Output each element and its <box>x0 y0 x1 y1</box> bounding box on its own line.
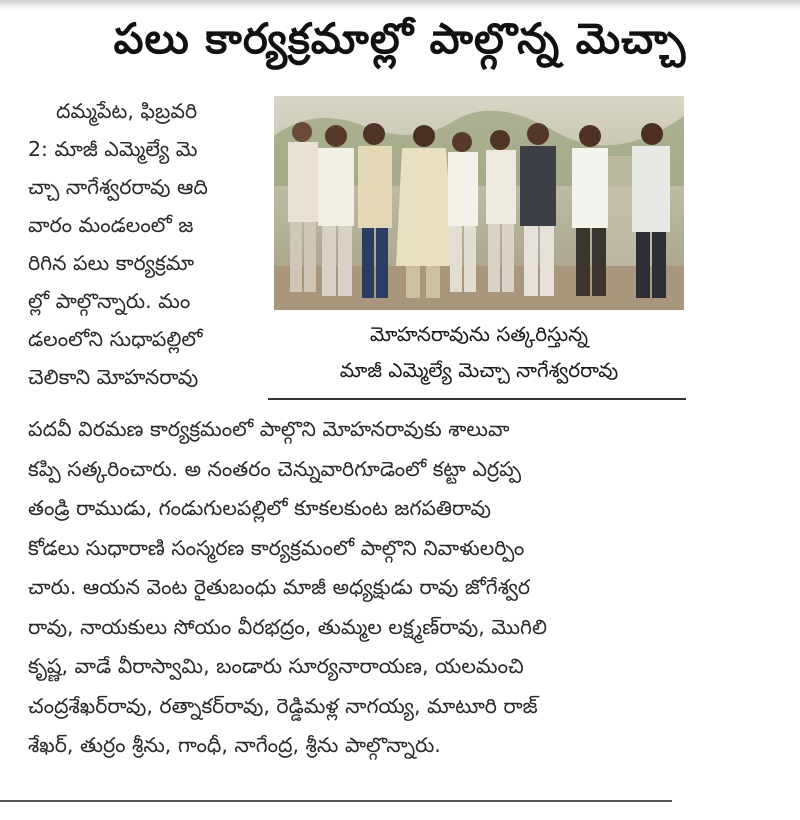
text-line: వారం మండలంలో జ <box>28 213 194 237</box>
clipped-previous-article-edge <box>0 0 800 10</box>
text-line: కప్పి సత్కరించారు. అ నంతరం చెన్నువారిగూడెంలో కట్టా ఎర్రప్ప <box>28 456 522 481</box>
text-line: తండ్రి రాముడు, గండుగులపల్లిలో కూకలకుంట జగపతిరావు <box>28 496 491 520</box>
caption-line: మోహనరావును సత్కరిస్తున్న <box>369 322 589 346</box>
photo-caption <box>274 316 684 388</box>
article-body <box>28 410 718 766</box>
text-line: ల్లో పాల్గొన్నారు. మం <box>28 289 191 313</box>
news-photo <box>274 96 684 310</box>
text-line: రావు, నాయకులు సోయం వీరభద్రం, తుమ్మల లక్ష్మణ్‌రావు, మొగిలి <box>28 614 548 639</box>
text-line: చ్చా నాగేశ్వరరావు ఆది <box>28 175 208 199</box>
text-line: దమ్మపేట, ఫిబ్రవరి <box>56 99 198 123</box>
news-photo-illustration <box>274 96 684 310</box>
text-line: రిగిన పలు కార్యక్రమా <box>28 251 195 275</box>
left-column-text <box>28 92 264 396</box>
text-line: 2: మాజీ ఎమ్మెల్యే మె <box>28 137 198 161</box>
article-headline: పలు కార్యక్రమాల్లో పాల్గొన్న మెచ్చా <box>113 14 687 63</box>
text-line: కోడలు సుధారాణి సంస్మరణ కార్యక్రమంలో పాల్గొని నివాళులర్పిం <box>28 535 525 560</box>
text-line: డలంలోని సుధాపల్లిలో <box>28 327 203 351</box>
article-bottom-divider <box>0 800 672 802</box>
text-line: చెలికాని మోహనరావు <box>28 365 199 389</box>
caption-line: మాజీ ఎమ్మెల్యే మెచ్చా నాగేశ్వరరావు <box>339 358 619 382</box>
text-line: చారు. ఆయన వెంట రైతుబంధు మాజీ అధ్యక్షుడు రావు జోగేశ్వర <box>28 575 531 599</box>
text-line: శేఖర్, తుర్రం శ్రీను, గాంధీ, నాగేంద్ర, శ్రీను పాల్గొన్నారు. <box>28 733 441 757</box>
caption-divider <box>268 398 686 400</box>
text-line: చంద్రశేఖర్‌రావు, రత్నాకర్‌రావు, రెడ్డిమళ్ల నాగయ్య, మాటూరి రాజ్ <box>28 693 538 718</box>
text-line: పదవీ విరమణ కార్యక్రమంలో పాల్గొని మోహనరావుకు శాలువా <box>28 417 510 441</box>
text-line: కృష్ణ, వాడే వీరాస్వామి, బండారు సూర్యనారాయణ, యలమంచి <box>28 654 524 678</box>
